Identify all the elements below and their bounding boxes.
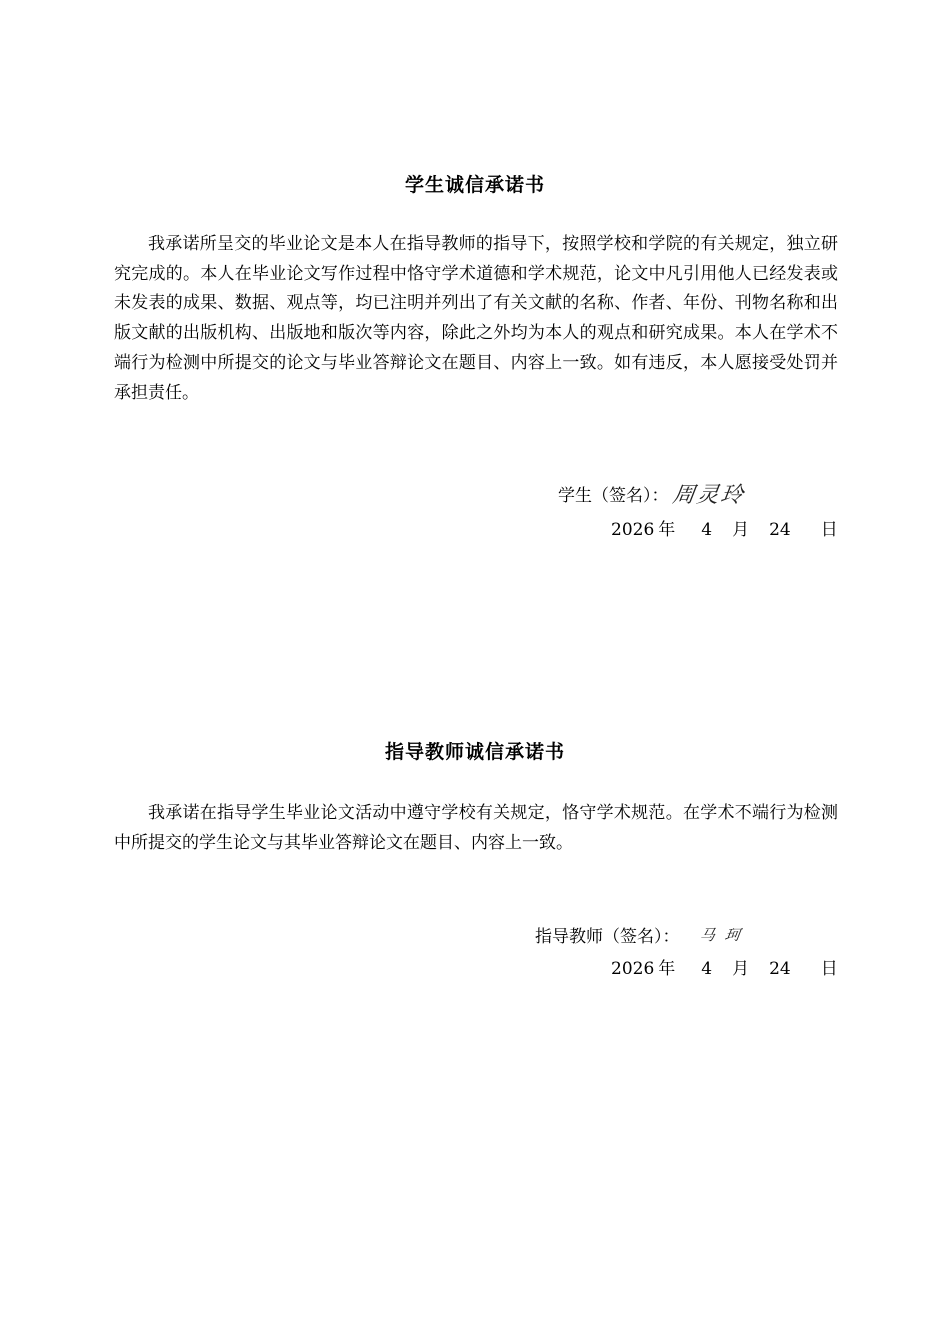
- teacher-date-month: 4: [701, 959, 713, 979]
- teacher-pledge-body: 我承诺在指导学生毕业论文活动中遵守学校有关规定，恪守学术规范。在学术不端行为检测中所提交的学生论文与其毕业答辩论文在题目、内容上一致。: [114, 803, 838, 853]
- teacher-date-month-unit: 月: [732, 959, 750, 979]
- student-pledge-title: 学生诚信承诺书: [404, 174, 545, 196]
- student-date: [611, 515, 838, 540]
- student-date-year-unit: 年: [658, 520, 676, 540]
- teacher-date-year-unit: 年: [658, 959, 676, 979]
- student-date-day: 24: [769, 520, 791, 540]
- student-signature-line: [558, 478, 745, 509]
- student-date-month-unit: 月: [732, 520, 750, 540]
- teacher-pledge-title: 指导教师诚信承诺书: [384, 741, 565, 763]
- student-date-year: 2026: [611, 520, 655, 540]
- student-sign-label: 学生（签名）：: [558, 486, 669, 506]
- teacher-date: [611, 954, 838, 979]
- teacher-sign-label: 指导教师（签名）：: [535, 927, 680, 947]
- student-signature: 周灵玲: [670, 483, 746, 508]
- student-date-month: 4: [701, 520, 713, 540]
- teacher-date-day-unit: 日: [820, 959, 838, 979]
- teacher-signature-line: [535, 922, 750, 947]
- teacher-date-day: 24: [769, 959, 791, 979]
- student-pledge-body: 我承诺所呈交的毕业论文是本人在指导教师的指导下，按照学校和学院的有关规定，独立研究完成的。本人在毕业论文写作过程中恪守学术道德和学术规范，论文中凡引用他人已经发表或未发表的成果、数据、观点等，均已注明并列出了有关文献的名称、作者、年份、刊物名称和出版文献的出版机构、出版地和版次等内容，除此之外均为本人的观点和研究成果。本人在学术不端行为检测中所提交的论文与毕业答辩论文在题目、内容上一致。如有违反，本人愿接受处罚并承担责任。: [114, 234, 838, 403]
- teacher-signature: 马珂: [698, 926, 751, 944]
- teacher-date-year: 2026: [611, 959, 655, 979]
- student-date-day-unit: 日: [820, 520, 838, 540]
